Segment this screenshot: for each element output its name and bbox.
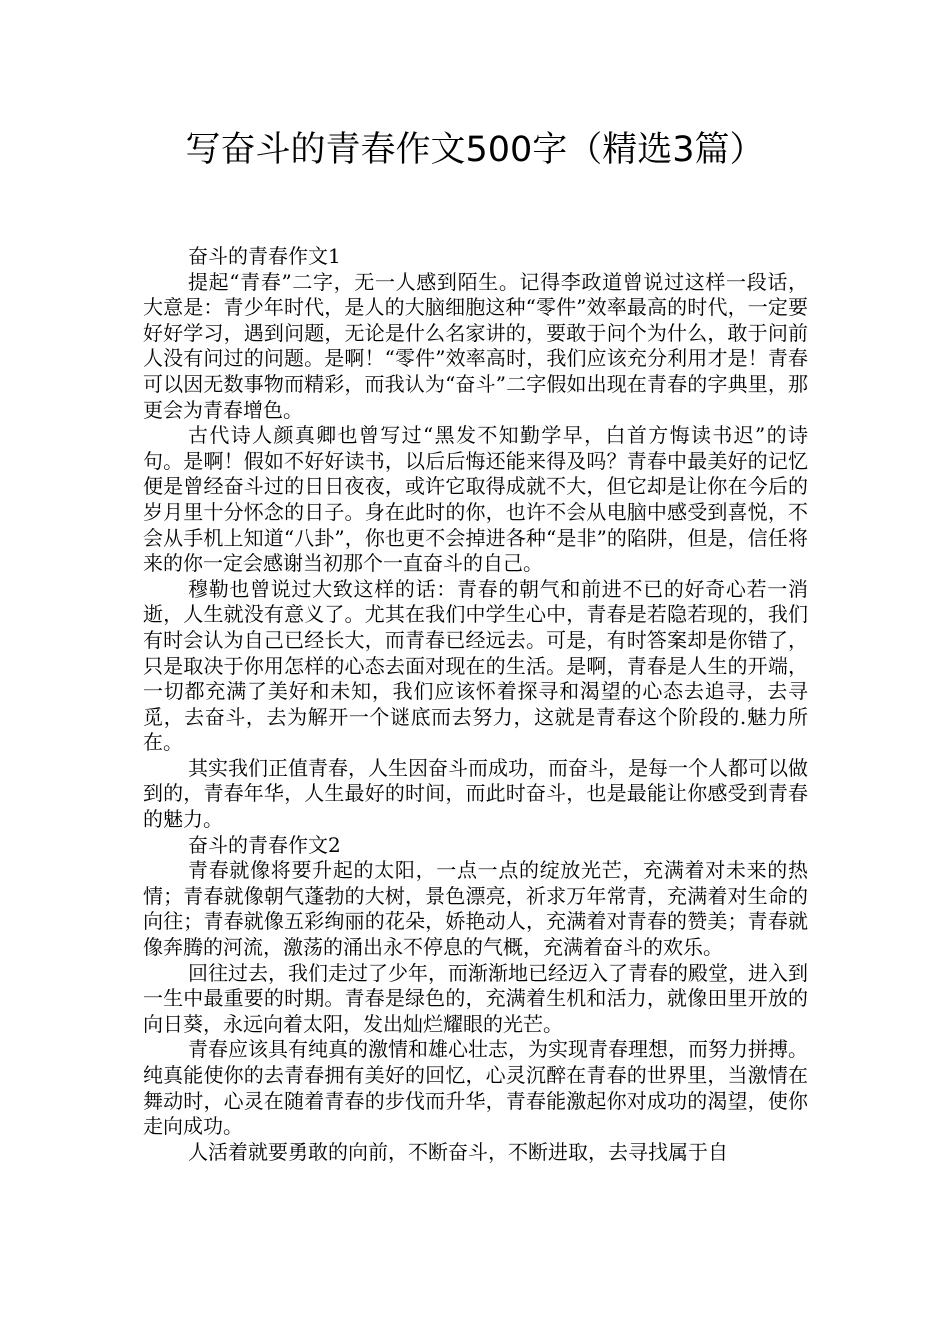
- document-body: [143, 244, 808, 1165]
- paragraph: 古代诗人颜真卿也曾写过“黑发不知勤学早，白首方悔读书迟”的诗句。是啊！假如不好好读书，以后后悔还能来得及吗？青春中最美好的记忆便是曾经奋斗过的日日夜夜，或许它取得成就不大，但它却是让你在今后的岁月里十分怀念的日子。身在此时的你，也许不会从电脑中感受到喜悦，不会从手机上知道“八卦”，你也更不会掉进各种“是非”的陷阱，但是，信任将来的你一定会感谢当初那个一直奋斗的自己。: [143, 423, 808, 576]
- paragraph: 回往过去，我们走过了少年，而渐渐地已经迈入了青春的殿堂，进入到一生中最重要的时期。青春是绿色的，充满着生机和活力，就像田里开放的向日葵，永远向着太阳，发出灿烂耀眼的光芒。: [143, 960, 808, 1036]
- paragraph: 青春应该具有纯真的激情和雄心壮志，为实现青春理想，而努力拼搏。纯真能使你的去青春拥有美好的回忆，心灵沉醉在青春的世界里，当激情在舞动时，心灵在随着青春的步伐而升华，青春能激起你对成功的渴望，使你走向成功。: [143, 1037, 808, 1139]
- paragraph: 其实我们正值青春，人生因奋斗而成功，而奋斗，是每一个人都可以做到的，青春年华，人生最好的时间，而此时奋斗，也是最能让你感受到青春的魅力。: [143, 755, 808, 832]
- paragraph: 穆勒也曾说过大致这样的话：青春的朝气和前进不已的好奇心若一消逝，人生就没有意义了。尤其在我们中学生心中，青春是若隐若现的，我们有时会认为自己已经长大，而青春已经远去。可是，有时答案却是你错了，只是取决于你用怎样的心态去面对现在的生活。是啊，青春是人生的开端，一切都充满了美好和未知，我们应该怀着探寻和渴望的心态去追寻，去寻觅，去奋斗，去为解开一个谜底而去努力，这就是青春这个阶段的.魅力所在。: [143, 576, 808, 755]
- document-title: 写奋斗的青春作文500字（精选3篇）: [185, 130, 765, 170]
- paragraph: 人活着就要勇敢的向前，不断奋斗，不断进取，去寻找属于自: [188, 1139, 728, 1164]
- section-heading: 奋斗的青春作文2: [188, 832, 341, 857]
- section-heading: 奋斗的青春作文1: [188, 244, 341, 268]
- paragraph: 青春就像将要升起的太阳，一点一点的绽放光芒，充满着对未来的热情；青春就像朝气蓬勃的大树，景色漂亮，祈求万年常青，充满着对生命的向往；青春就像五彩绚丽的花朵，娇艳动人，充满着对青春的赞美；青春就像奔腾的河流，激荡的涌出永不停息的气概，充满着奋斗的欢乐。: [143, 858, 808, 960]
- paragraph: 提起“青春”二字，无一人感到陌生。记得李政道曾说过这样一段话，大意是：青少年时代，是人的大脑细胞这种“零件”效率最高的时代，一定要好好学习，遇到问题，无论是什么名家讲的，要敢于问个为什么，敢于问前人没有问过的问题。是啊！“零件”效率高时，我们应该充分利用才是！青春可以因无数事物而精彩，而我认为“奋斗”二字假如出现在青春的字典里，那更会为青春增色。: [143, 269, 808, 422]
